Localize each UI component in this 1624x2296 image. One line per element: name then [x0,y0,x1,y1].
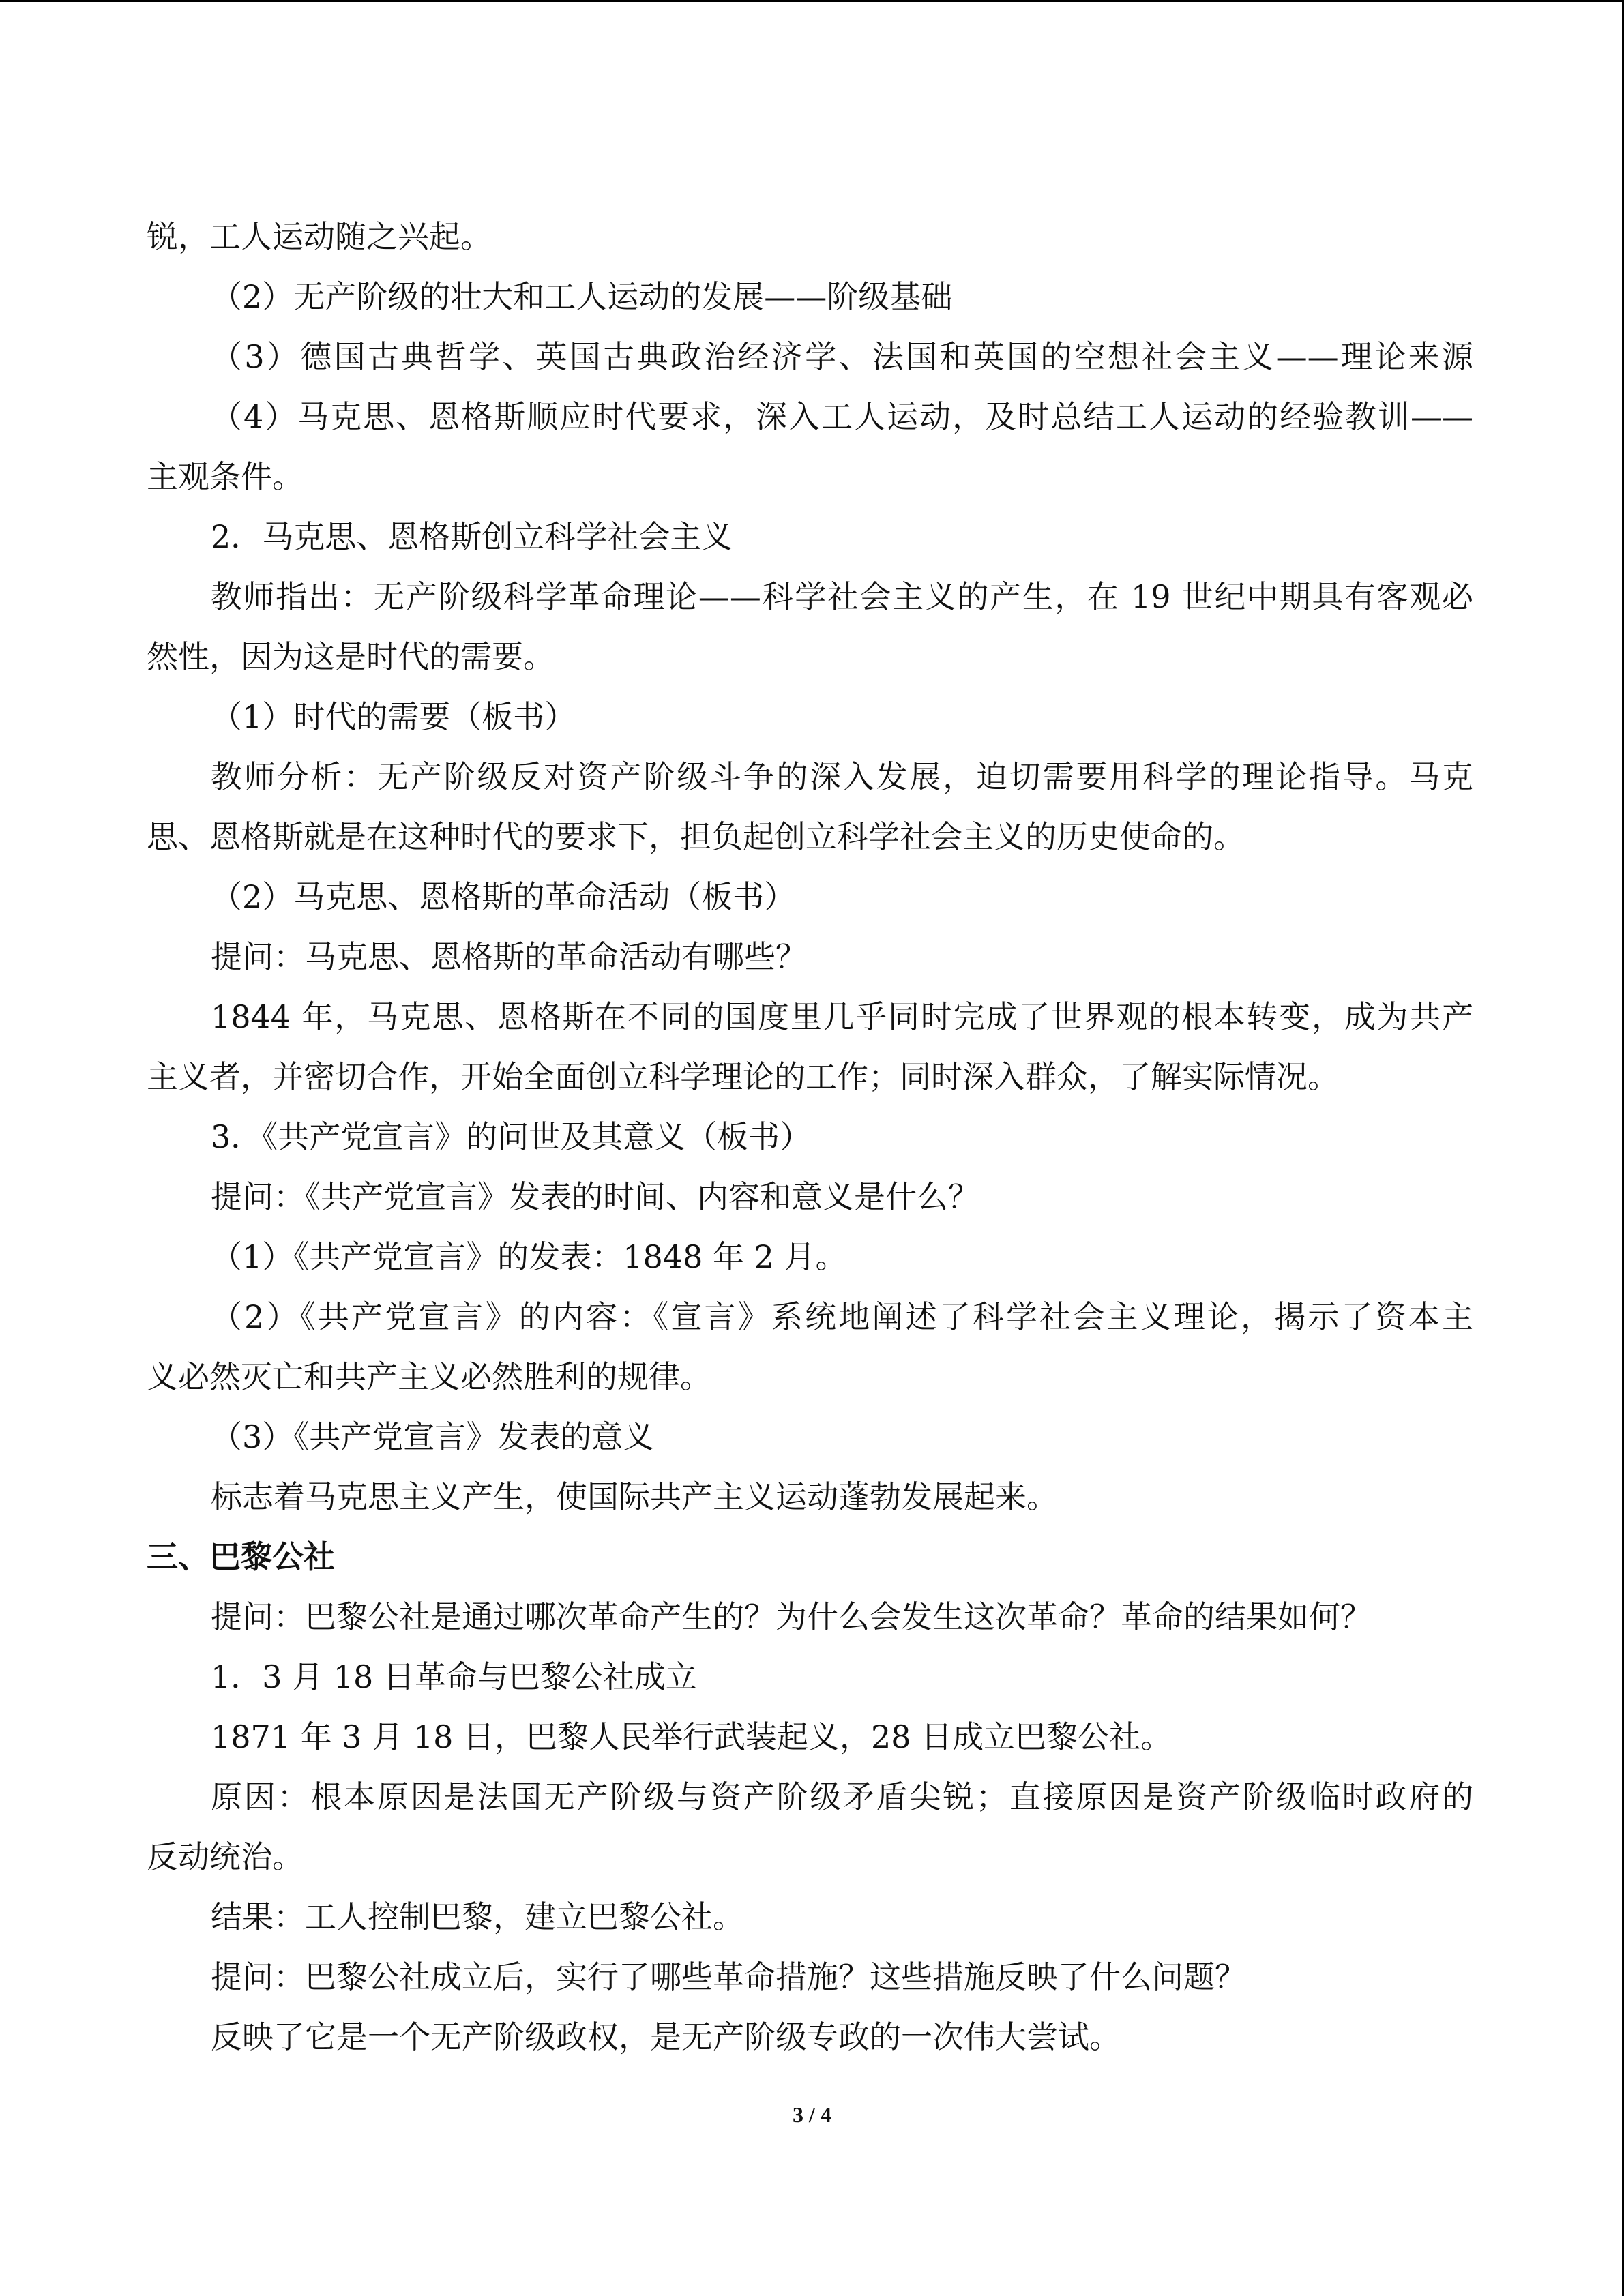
page-number: 3 / 4 [793,2102,831,2127]
section-heading: 三、巴黎公社 [147,1538,335,1575]
text-line: （3）德国古典哲学、英国古典政治经济学、法国和英国的空想社会主义——理论来源 [211,338,1473,375]
text-line: 提问：巴黎公社成立后，实行了哪些革命措施？这些措施反映了什么问题？ [211,1958,1246,1995]
text-line: （2）无产阶级的壮大和工人运动的发展——阶级基础 [211,278,953,315]
text-line: 义必然灭亡和共产主义必然胜利的规律。 [147,1358,711,1395]
text-line: 标志着马克思主义产生，使国际共产主义运动蓬勃发展起来。 [211,1478,1058,1515]
text-line: （4）马克思、恩格斯顺应时代要求，深入工人运动，及时总结工人运动的经验教训—— [211,398,1473,435]
text-line: （1）时代的需要（板书） [211,698,576,735]
subsection-title: 1．3 月 18 日革命与巴黎公社成立 [211,1658,697,1695]
text-line: 原因：根本原因是法国无产阶级与资产阶级矛盾尖锐；直接原因是资产阶级临时政府的 [211,1778,1473,1815]
text-line: 锐，工人运动随之兴起。 [147,218,492,255]
text-line: （2）《共产党宣言》的内容：《宣言》系统地阐述了科学社会主义理论，揭示了资本主 [211,1298,1473,1335]
text-line: 提问：《共产党宣言》发表的时间、内容和意义是什么？ [211,1178,979,1215]
text-line: 1844 年，马克思、恩格斯在不同的国度里几乎同时完成了世界观的根本转变，成为共产 [211,998,1473,1035]
document-body [147,207,1473,2067]
subsection-title: 3．《共产党宣言》的问世及其意义（板书） [211,1118,812,1155]
text-line: （3）《共产党宣言》发表的意义 [211,1418,655,1455]
text-line: 反映了它是一个无产阶级政权，是无产阶级专政的一次伟大尝试。 [211,2018,1121,2055]
text-line: 1871 年 3 月 18 日，巴黎人民举行武装起义，28 日成立巴黎公社。 [211,1718,1172,1755]
text-line: （2）马克思、恩格斯的革命活动（板书） [211,878,796,915]
text-line: 提问：巴黎公社是通过哪次革命产生的？为什么会发生这次革命？革命的结果如何？ [211,1598,1372,1635]
text-line: 结果：工人控制巴黎，建立巴黎公社。 [211,1898,744,1935]
text-line: 反动统治。 [147,1838,304,1875]
text-line: 教师分析：无产阶级反对资产阶级斗争的深入发展，迫切需要用科学的理论指导。马克 [211,758,1473,795]
text-line: 主观条件。 [147,458,304,495]
text-line: （1）《共产党宣言》的发表：1848 年 2 月。 [211,1238,847,1275]
text-line: 提问：马克思、恩格斯的革命活动有哪些？ [211,938,807,975]
text-line: 思、恩格斯就是在这种时代的要求下，担负起创立科学社会主义的历史使命的。 [147,818,1245,855]
text-line: 教师指出：无产阶级科学革命理论——科学社会主义的产生，在 19 世纪中期具有客观必 [211,578,1473,615]
subsection-title: 2．马克思、恩格斯创立科学社会主义 [211,518,733,555]
text-line: 然性，因为这是时代的需要。 [147,638,555,675]
text-line: 主义者，并密切合作，开始全面创立科学理论的工作；同时深入群众，了解实际情况。 [147,1058,1339,1095]
